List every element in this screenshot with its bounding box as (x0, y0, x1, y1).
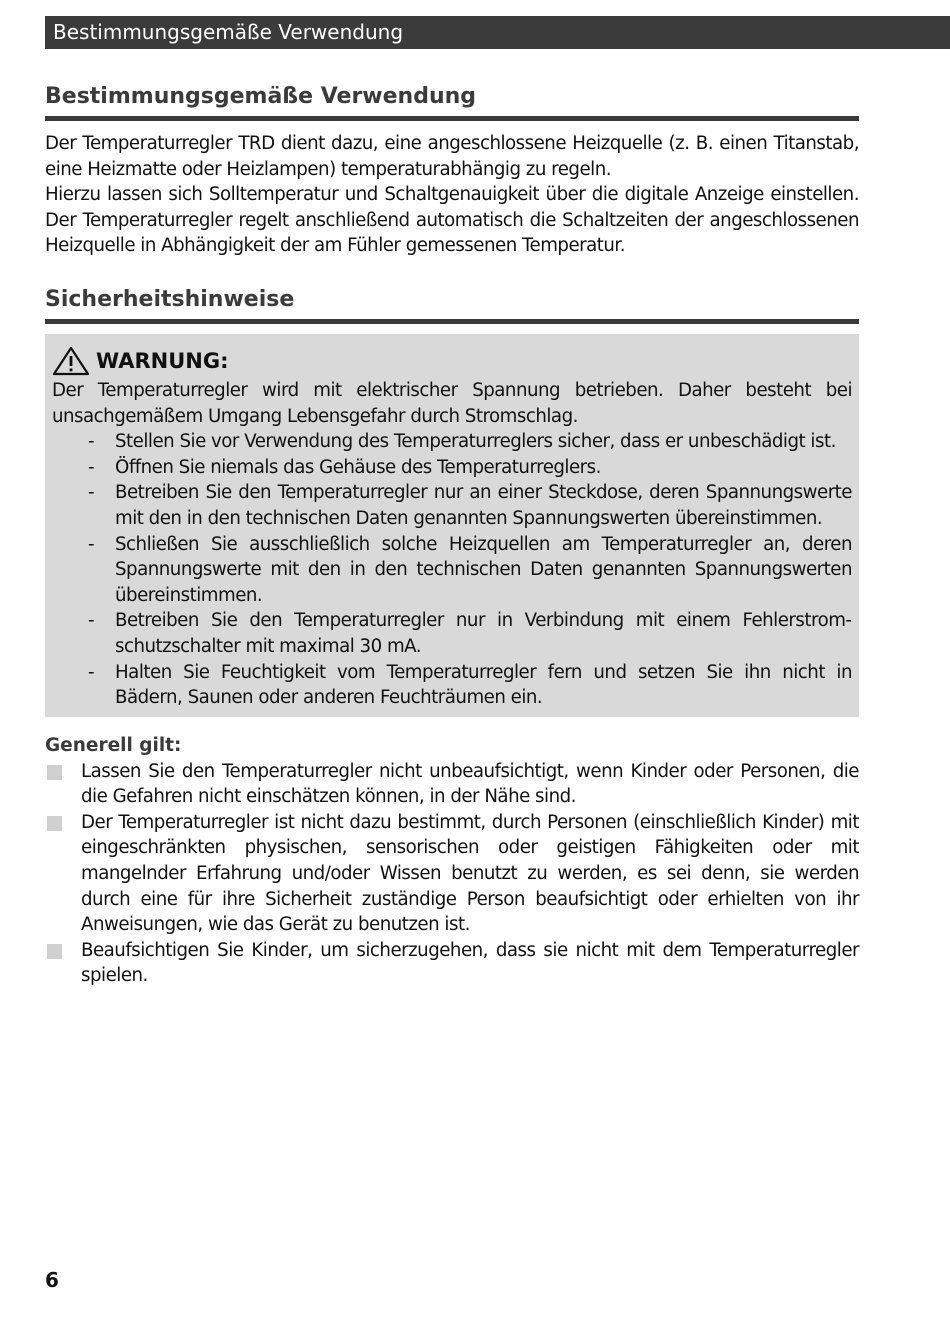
warning-list-item (52, 455, 852, 481)
page-content (45, 80, 859, 989)
warning-list-item (52, 480, 852, 531)
square-bullet-icon (47, 816, 62, 831)
warning-item-text: Betreiben Sie den Temperaturregler nur an einer Steckdose, deren Spannungswerte mit den in den technischen Daten genannten Spannungswerten übereinstimmen. (115, 482, 852, 529)
dash-bullet: - (88, 610, 95, 632)
general-list-item (45, 759, 859, 810)
warning-item-text: Halten Sie Feuchtigkeit vom Temperaturregler fern und setzen Sie ihn nicht in Bädern, Saunen oder anderen Feuchträumen ein. (115, 661, 852, 709)
warning-list-item (52, 660, 852, 711)
square-bullet-icon (47, 765, 62, 780)
general-item-text: Beaufsichtigen Sie Kinder, um sicherzugehen, dass sie nicht mit dem Temperaturregler spielen. (81, 939, 859, 987)
general-list (45, 759, 859, 989)
paragraph: Hierzu lassen sich Solltemperatur und Schaltgenauigkeit über die digitale Anzeige einstellen. Der Temperaturregler regelt anschließend automatisch die Schaltzeiten der angeschlossenen Heizquelle in Abhängigkeit der am Fühler gemessenen Temperatur. (45, 184, 859, 257)
dash-bullet: - (88, 431, 95, 453)
warning-item-text: Schließen Sie ausschließlich solche Heizquellen am Temperaturregler an, deren Spannungswerte mit den in den technischen Daten genannten Spannungswerten übereinstimmen. (115, 533, 852, 606)
square-bullet-icon (47, 944, 62, 959)
warning-title: WARNUNG: (96, 348, 229, 373)
dash-bullet: - (88, 482, 95, 504)
warning-intro: Der Temperaturregler wird mit elektrischer Spannung betrieben. Daher besteht bei unsachgemäßem Umgang Lebensgefahr durch Stromschlag. (52, 379, 852, 427)
warning-title-row (52, 344, 852, 378)
warning-triangle-icon (52, 346, 90, 376)
general-list-item (45, 810, 859, 938)
warning-list-item (52, 532, 852, 609)
warning-list-item (52, 429, 852, 455)
warning-item-text: Öffnen Sie niemals das Gehäuse des Temperaturreglers. (115, 456, 601, 478)
warning-list (52, 429, 852, 711)
warning-list-item (52, 608, 852, 659)
dash-bullet: - (88, 456, 95, 478)
general-item-text: Der Temperaturregler ist nicht dazu bestimmt, durch Personen (einschließlich Kinder) mit eingeschränkten physischen, sensorischen oder geistigen Fähigkeiten oder mit mangelnder Erfahrung und/oder Wissen benutzt zu werden, es sei denn, sie werden durch eine für ihre Sicherheit zuständige Person beaufsichtigt oder erhielten von ihr Anweisungen, wie das Gerät zu benutzen ist. (81, 811, 859, 936)
dash-bullet: - (88, 533, 95, 555)
general-item-text: Lassen Sie den Temperaturregler nicht unbeaufsichtigt, wenn Kinder oder Personen, die die Gefahren nicht einschätzen können, in der Nähe sind. (81, 760, 859, 808)
running-header (45, 16, 950, 49)
section-use-body (45, 131, 859, 259)
section-heading-safety: Sicherheitshinweise (45, 283, 859, 324)
running-header-title: Bestimmungsgemäße Verwendung (53, 20, 404, 44)
paragraph: Der Temperaturregler TRD dient dazu, eine angeschlossene Heizquelle (z. B. einen Titanstab, eine Heizmatte oder Heizlampen) temperaturabhängig zu regeln. (45, 133, 859, 180)
general-list-item (45, 938, 859, 989)
page-number: 6 (45, 1268, 59, 1292)
section-heading-use: Bestimmungsgemäße Verwendung (45, 80, 859, 121)
warning-item-text: Betreiben Sie den Temperaturregler nur in Verbindung mit einem Fehlerstromschutzschalter mit maximal 30 mA. (115, 610, 852, 657)
warning-box (45, 334, 859, 717)
warning-item-text: Stellen Sie vor Verwendung des Temperaturreglers sicher, dass er unbeschädigt ist. (115, 431, 836, 453)
general-title: Generell gilt: (45, 734, 182, 756)
dash-bullet: - (88, 661, 95, 683)
